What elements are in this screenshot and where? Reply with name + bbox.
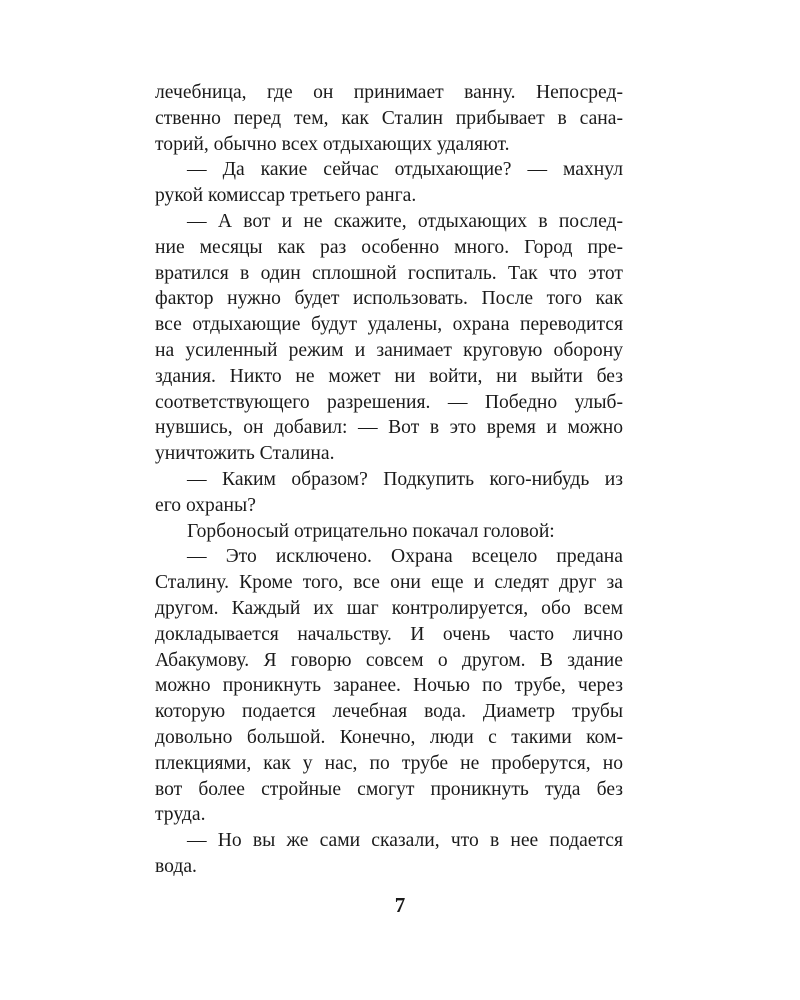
page-text-body bbox=[155, 80, 623, 880]
text-line: здания. Никто не может ни войти, ни выйти без bbox=[155, 365, 623, 387]
text-line: — Да какие сейчас отдыхающие? — махнул bbox=[187, 159, 623, 181]
text-line: все отдыхающие будут удалены, охрана переводится bbox=[155, 314, 623, 336]
text-line: — Это исключено. Охрана всецело предана bbox=[187, 546, 623, 568]
text-line: Сталину. Кроме того, все они еще и следят друг за bbox=[155, 572, 623, 594]
text-line: соответствующего разрешения. — Победно улыб- bbox=[155, 391, 623, 413]
text-line: — А вот и не скажите, отдыхающих в послед- bbox=[187, 210, 623, 232]
text-line: можно проникнуть заранее. Ночью по трубе, через bbox=[155, 675, 623, 697]
text-line: вот более стройные смогут проникнуть туда без bbox=[155, 778, 623, 800]
text-line: вратился в один сплошной госпиталь. Так что этот bbox=[155, 262, 623, 284]
text-line: — Каким образом? Подкупить кого-нибудь из bbox=[187, 468, 623, 490]
text-line: докладывается начальству. И очень часто лично bbox=[155, 623, 623, 645]
text-line: торий, обычно всех отдыхающих удаляют. bbox=[155, 133, 510, 155]
text-line: плекциями, как у нас, по трубе не проберутся, но bbox=[155, 752, 623, 774]
text-line: Абакумову. Я говорю совсем о другом. В здание bbox=[155, 649, 623, 671]
text-line: нувшись, он добавил: — Вот в это время и можно bbox=[155, 417, 623, 439]
text-line: труда. bbox=[155, 804, 206, 826]
text-line: его охраны? bbox=[155, 494, 256, 516]
text-line: на усиленный режим и занимает круговую оборону bbox=[155, 339, 623, 361]
page-number: 7 bbox=[394, 893, 406, 917]
text-line: вода. bbox=[155, 855, 197, 877]
text-line: лечебница, где он принимает ванну. Непосред- bbox=[155, 82, 623, 103]
text-line: фактор нужно будет использовать. После того как bbox=[155, 288, 623, 310]
text-line: Горбоносый отрицательно покачал головой: bbox=[187, 520, 555, 542]
text-line: — Но вы же сами сказали, что в нее подается bbox=[187, 830, 623, 852]
text-line: которую подается лечебная вода. Диаметр трубы bbox=[155, 701, 623, 723]
text-line: рукой комиссар третьего ранга. bbox=[155, 185, 417, 207]
text-line: ние месяцы как раз особенно много. Город пре- bbox=[155, 236, 623, 258]
text-line: ственно перед тем, как Сталин прибывает в сана- bbox=[155, 107, 623, 129]
text-line: уничтожить Сталина. bbox=[155, 443, 335, 465]
text-line: довольно большой. Конечно, люди с такими ком- bbox=[155, 726, 623, 748]
text-line: другом. Каждый их шаг контролируется, обо всем bbox=[155, 597, 623, 619]
